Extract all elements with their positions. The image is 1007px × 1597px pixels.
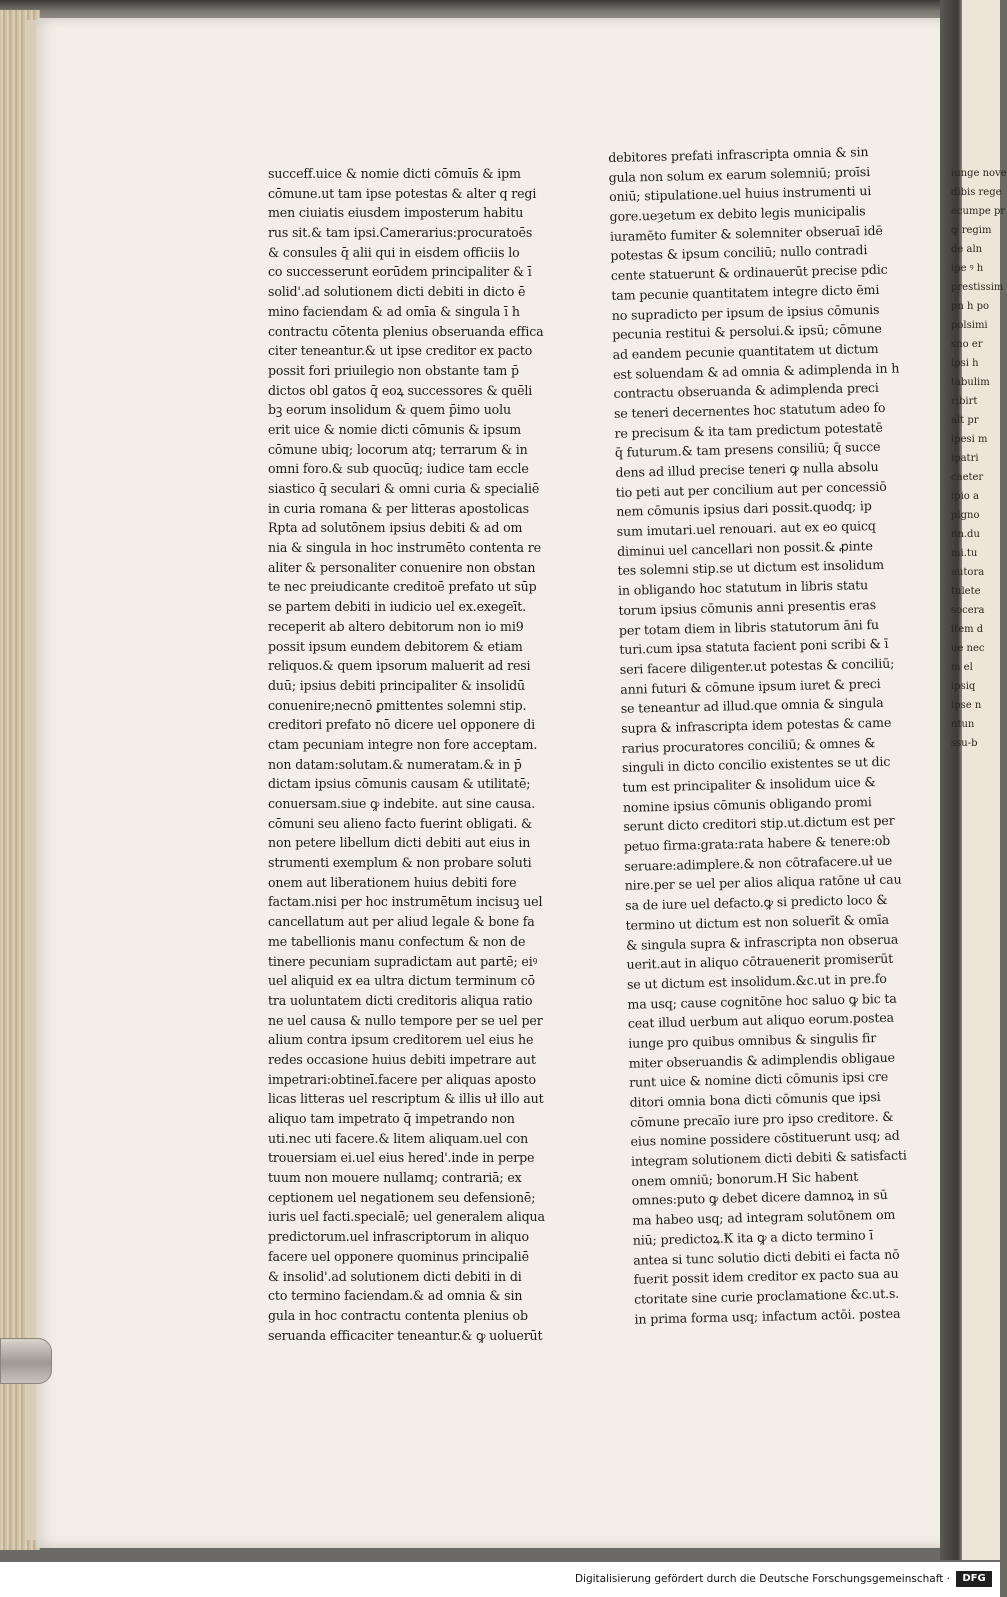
margin-text-line: ntun [951,719,975,730]
text-line: q̄ futurum.& tam presens consiliū; q̄ succe [614,439,881,461]
margin-text-line: caeter [951,472,984,483]
text-line: sum imutari.uel renouari. aut ex eo quicq [616,518,876,539]
text-line: est soluendam & ad omnia & adimplenda in h [612,360,900,382]
text-line: me tabellionis manu confectum & non de [268,933,526,949]
text-line: per totam diem in libris statutorum āni fu [618,616,880,638]
text-line: facere uel opponere quominus principaliē [268,1248,529,1264]
margin-text-line: ipse n [951,700,982,711]
text-line: redes occasione huius debiti impetrare aut [268,1051,536,1067]
margin-text-line: m el [951,662,973,673]
text-line: succeff.uice & nomie dicti cōmuīs & ipm [268,166,521,181]
text-line: nia & singula in hoc instrumēto contenta re [268,540,541,556]
text-line: cente statuerunt & ordinauerūt precise pdic [610,261,888,284]
text-line: tam pecunie quantitatem integre dicto ēmi [611,281,880,303]
text-column-left [268,164,545,1345]
margin-text-line: prestissim [951,282,1004,293]
text-line: ne uel causa & nullo tempore per se uel per [268,1012,543,1028]
text-line: erit uice & nomie dicti cōmunis & ipsum [268,421,522,437]
text-line: omni foro.& sub quocūq; iudice tam eccle [268,461,529,477]
funding-credit: Digitalisierung gefördert durch die Deutsche Forschungsgemeinschaft · [574,1573,950,1585]
text-line: mino faciendam & ad omīa & singula ī h [268,303,520,319]
text-line: nem cōmunis ipsius dari possit.quodq; ip [616,498,872,520]
text-line: creditori prefato nō dicere uel opponere di [268,717,535,733]
text-line: Rpta ad solutōnem ipsius debiti & ad om [268,520,523,536]
text-line: reliquos.& quem ipsorum maluerit ad resi [268,658,531,674]
margin-text-line: sno er [951,339,983,350]
margin-text-line: nn.du [951,529,980,540]
facing-page-margin-text [951,164,1007,753]
text-line: rus sit.& tam ipsi.Camerarius:procuratoēs [268,225,533,241]
text-line: strumenti exemplum & non probare soluti [268,855,532,871]
margin-text-line: dibis rege [951,187,1002,198]
text-line: eius nomine possidere cōstituerunt usq; ad [630,1128,900,1150]
text-line: termino ut dictum est non soluerīt & omīa [625,911,890,933]
text-line: receperit ab altero debitorum non io mi9 [268,618,524,634]
text-line: ceat illud uerbum aut aliquo eorum.postea [627,1009,895,1032]
text-line: uti.nec uti facere.& litem aliquam.uel con [268,1130,529,1146]
text-line: aliter & personaliter conuenire non obstan [268,559,536,575]
text-line: licas litteras uel rescriptum & illis uł illo aut [268,1091,544,1107]
text-line: solid'.ad solutionem dicti debiti in dicto ē [268,284,526,300]
text-line: torum ipsius cōmunis anni presentis eras [618,596,877,618]
text-line: seruanda efficaciter teneantur.& ꝙ uoluerūt [268,1327,543,1343]
text-line: se teneri decernentes hoc statutum adeo fo [613,399,886,421]
margin-text-line: ipio a [951,491,979,502]
text-line: omnes:puto ꝙ debet dicere damnoꝝ in sū [631,1187,888,1209]
text-line: iunge pro quibus omnibus & singulis fir [628,1030,877,1051]
text-line: trouersiam ei.uel eius hered'.inde in perpe [268,1150,535,1166]
text-line: se ut dictum est insolidum.&c.ut in pre.fo [626,970,887,992]
text-line: cto termino faciendam.& ad omnia & sin [268,1288,523,1304]
text-line: contractu obseruanda & adimplenda preci [613,380,879,402]
text-line: factam.nisi per hoc instrumētum incisuꝫ uel [268,894,543,910]
text-line: tinere pecuniam supradictam aut partē; eiꝰ [268,953,538,969]
text-line: aliquo tam impetrato q̄ impetrando non [268,1111,515,1126]
text-line: alium contra ipsum creditorem uel eius he [268,1032,534,1048]
text-line: fuerit possit idem creditor ex pacto sua au [633,1265,899,1287]
margin-text-line: iunge nove [951,168,1007,179]
text-line: ditori omnia bona dicti cōmunis que ipsi [629,1089,881,1110]
text-line: debitores prefati infrascripta omnia & sin [608,144,869,165]
text-line: diminui uel cancellari non possit.& ꝓinte [616,537,873,559]
text-line: non datam:solutam.& numeratam.& in p̄ [268,756,522,772]
margin-text-line: ipe ꝰ h [951,263,984,274]
text-line: rarius procuratores conciliū; & omnes & [621,734,876,756]
text-line: anni futuri & cōmune ipsum iuret & preci [620,675,881,697]
margin-text-line: socera [951,605,985,616]
text-line: sa de iure uel defacto.ꝙ si predicto loco & [625,891,888,913]
text-line: gore.ueȝetum ex debito legis municipalis [609,203,866,225]
text-line: onem aut liberationem huius debiti fore [268,874,517,890]
margin-text-line: ecumpe pr [951,206,1006,217]
margin-text-line: item d [951,624,984,635]
text-line: predictorum.uel infrascriptorum in aliquo [268,1229,529,1245]
text-line: tra uoluntatem dicti creditoris aliqua ratio [268,992,533,1008]
margin-text-line: ue nec [951,643,985,654]
text-line: citer teneantur.& ut ipse creditor ex pacto [268,343,533,359]
margin-text-line: alt pr [951,415,979,426]
text-line: tio peti aut per concilium aut per concessiō [615,478,887,500]
margin-text-line: ipesi m [951,434,988,445]
dfg-logo: DFG [956,1571,992,1587]
text-line: contractu cōtenta plenius obseruanda effica [268,323,544,339]
text-line: possit fori priuilegio non obstante tam p̄ [268,362,519,378]
margin-text-line: autora [951,567,985,578]
text-line: non petere libellum dicti debiti aut eius in [268,835,531,851]
text-line: cancellatum aut per aliud legale & bone fa [268,914,535,930]
text-line: uerit.aut in aliquo cōtrauenerit promiserūt [626,950,894,972]
text-line: co successerunt eorūdem principaliter & ī [268,264,532,280]
margin-text-line: ipsi h [951,358,979,369]
text-line: ctam pecuniam integre non fore acceptam. [268,736,538,752]
text-line: tuum non mouere nullamq; contrariā; ex [268,1170,522,1186]
text-line: serunt dicto creditori stip.ut.dictum est per [623,813,895,835]
text-line: conuenire;necnō ꝑmittentes solemni stip. [268,697,527,713]
text-line: tum est principaliter & insolidum uice & [622,774,876,795]
text-line: iuramēto fumiter & solemniter obseruaī idē [609,222,883,244]
text-line: turi.cum ipsa statuta facient poni scribi & ī [619,635,889,658]
text-line: siastico q̄ seculari & omni curia & specialiē [268,481,540,496]
text-line: runt uice & nomine dicti cōmunis ipsi cre [629,1069,889,1091]
margin-text-line: ssu-b [951,738,978,749]
text-line: ma habeo usq; ad integram solutōnem om [632,1206,896,1228]
text-line: iuris uel facti.specialē; uel generalem aliqua [268,1209,545,1225]
text-line: se partem debiti in iudicio uel ex.exegeīt. [268,599,527,615]
margin-text-line: ribirt [951,396,978,407]
text-line: re precisum & ita tam predictum potestatē [614,419,883,441]
text-line: gula non solum ex earum solemniū; proīsi [608,163,871,185]
text-column-right [608,142,907,1329]
text-line: & insolid'.ad solutionem dicti debiti in di [268,1268,522,1284]
text-line: se teneantur ad illud.que omnia & singula [620,695,884,717]
text-line: antea si tunc solutio dicti debiti ei facta nō [633,1246,900,1268]
text-line: duū; ipsius debiti principaliter & insolidū [268,677,526,693]
text-line: petuo firma:grata:rata habere & tenere:ob [623,832,891,854]
margin-text-line: polsimi [951,320,988,331]
text-line: & consules q̄ alii qui in eisdem officiis lo [268,244,520,260]
text-line: miter obseruandis & adimplendis obligaue [628,1049,896,1071]
text-line: & singula supra & infrascripta non obserua [625,931,899,953]
text-line: nomine ipsius cōmunis obligando promi [622,793,872,815]
text-line: dictam ipsius cōmunis causam & utilitatē; [268,776,531,792]
text-line: dens ad illud precise teneri ꝙ nulla absolu [615,458,879,480]
text-line: cōmune.ut tam ipse potestas & alter q regi [268,185,537,201]
text-line: men ciuiatis eiusdem imposterum habitu [268,205,524,221]
text-line: onem omniū; bonorum.H Sic habent [631,1168,859,1189]
footer-bar [0,1562,1000,1597]
text-line: ad eandem pecunie quantitatem ut dictum [612,340,879,362]
margin-text-line: de aln [951,244,983,255]
text-line: cōmune ubiq; locorum atq; terrarum & in [268,441,528,457]
text-line: in prima forma usq; infactum actōi. postea [634,1305,901,1327]
text-line: impetrari:obtineī.facere per aliquas aposto [268,1071,536,1087]
text-line: seruare:adimplere.& non cōtrafacere.uł ue [624,852,893,874]
text-line: cōmuni seu alieno facto fuerint obligati. & [268,815,533,831]
text-line: gula in hoc contractu contenta plenius ob [268,1307,528,1323]
text-line: pecunia restitui & persolui.& ipsū; cōmune [612,321,882,343]
text-line: potestas & ipsum conciliū; nullo contradi [610,242,868,264]
text-line: cōmune precaīo iure pro ipso creditore. & [629,1108,894,1130]
text-line: seri facere diligenter.ut potestas & conciliū; [619,655,895,677]
text-line: dictos obl gatos q̄ eoꝝ successores & quēli [268,382,533,398]
margin-text-line: ꝙ regim [951,225,992,236]
text-line: integram solutionem dicti debiti & satisfacti [630,1147,907,1169]
text-line: niū; predictoꝝ.Ꝁ ita ꝙ a dicto termino ī [632,1227,874,1248]
text-line: possit ipsum eundem debitorem & etiam [268,638,523,654]
text-line: supra & infrascripta idem potestas & came [620,714,892,736]
text-line: no supradicto per ipsum de ipsius cōmunis [611,301,880,323]
margin-text-line: pn h po [951,301,990,312]
page-clip [0,1338,52,1384]
text-line: ceptionem uel negationem seu defensionē; [268,1189,536,1205]
margin-text-line: ipsiq [951,681,976,692]
text-line: ctoritate sine curie proclamatione &c.ut.s. [633,1285,900,1307]
text-line: te nec preiudicante creditoē prefato ut sūp [268,579,537,595]
text-line: conuersam.siue ꝙ indebite. aut sine causa. [268,796,536,811]
margin-text-line: tabulim [951,377,990,388]
margin-text-line: ipatri [951,453,979,464]
text-line: ma usq; cause cognitōne hoc saluo ꝙ bic ta [627,990,897,1012]
margin-text-line: pigno [951,510,980,521]
text-line: in obligando hoc statutum in libris statu [617,577,869,599]
text-line: in curia romana & per litteras apostolicas [268,500,529,516]
text-line: nire.per se uel per alios aliqua ratōne uł cau [624,871,902,894]
text-line: bꝫ eorum insolidum & quem p̄imo uolu [268,402,511,418]
margin-text-line: tulete [951,586,981,597]
text-line: uel aliquid ex ea ultra dictum terminum cō [268,973,535,989]
text-line: oniū; stipulatione.uel huius instrumenti ui [608,183,872,205]
text-line: singuli in dicto concilio existentes se ut dic [621,754,891,776]
text-line: tes solemni stip.se ut dictum est insolidum [617,557,885,579]
margin-text-line: mi.tu [951,548,978,559]
